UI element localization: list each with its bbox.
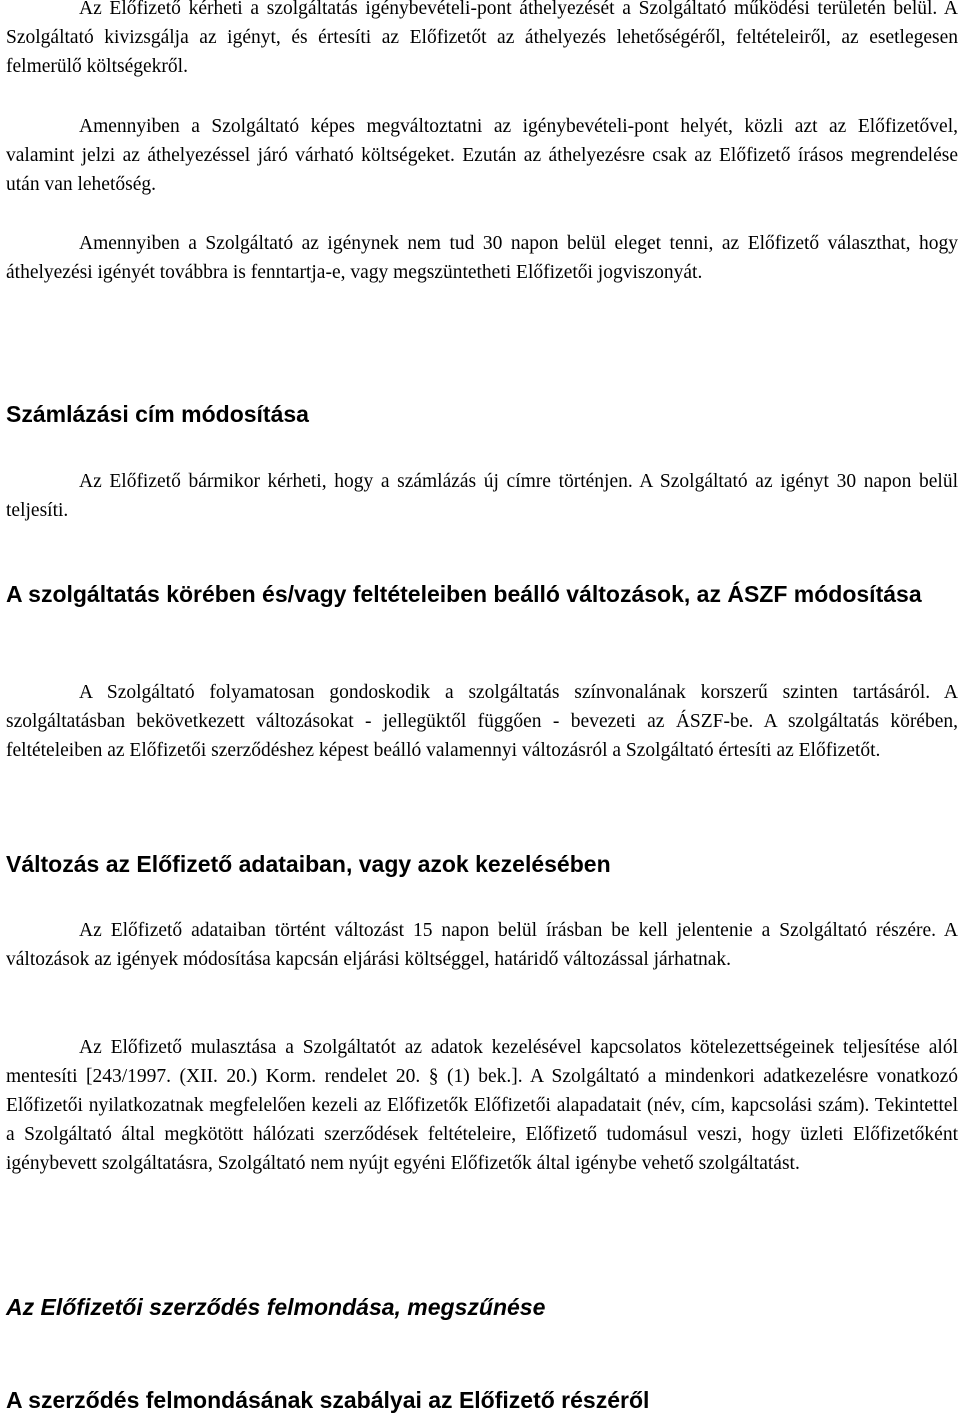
paragraph-data-change-report: Az Előfizető adataiban történt változást 15 napon belül írásban be kell jelentenie a Szolgáltató részére. A változások az igények módosítása kapcsán eljárási költséggel, határidő változással járhatnak. (6, 920, 958, 970)
heading-subscriber-data-change: Változás az Előfizető adataiban, vagy azok kezelésében (6, 851, 611, 877)
heading-service-changes: A szolgáltatás körében és/vagy feltételeiben beálló változások, az ÁSZF módosítása (6, 581, 922, 607)
paragraph-service-changes: A Szolgáltató folyamatosan gondoskodik a szolgáltatás színvonalának korszerű szinten tartásáról. A szolgáltatásban bekövetkezett változásokat - jellegüktől függően - bevezeti az ÁSZF-be. A szolgáltatás körében, feltételeiben az Előfizetői szerződéshez képest beálló valamennyi változásról a Szolgáltató értesíti az Előfizetőt. (6, 682, 958, 761)
paragraph-relocation-deadline: Amennyiben a Szolgáltató az igénynek nem tud 30 napon belül eleget tenni, az Előfizető választhat, hogy áthelyezési igényét továbbra is fenntartja-e, vagy megszüntetheti Előfizetői jogviszonyát. (6, 233, 958, 283)
paragraph-relocation-request: Az Előfizető kérheti a szolgáltatás igénybevételi-pont áthelyezését a Szolgáltató működési területén belül. A Szolgáltató kivizsgálja az igényt, és értesíti az Előfizetőt az áthelyezés lehetőségéről, feltételeiről, az esetlegesen felmerülő költségekről. (6, 0, 958, 77)
heading-contract-termination: Az Előfizetői szerződés felmondása, megszűnése (6, 1294, 546, 1320)
paragraph-data-handling: Az Előfizető mulasztása a Szolgáltatót az adatok kezelésével kapcsolatos kötelezettségeinek teljesítése alól mentesíti [243/1997. (XII. 20.) Korm. rendelet 20. § (1) bek.]. A Szolgáltató a mindenkori adatkezelésre vonatkozó Előfizetői nyilatkozatnak megfelelően kezeli az Előfizetők Előfizetői alapadatait (név, cím, kapcsolási szám). Tekintettel a Szolgáltató által megkötött hálózati szerződések feltételeire, Előfizető tudomásul veszi, hogy üzleti Előfizetőként igénybevett szolgáltatásra, Szolgáltató nem nyújt egyéni Előfizetők által igénybe vehető szolgáltatást. (6, 1037, 958, 1174)
paragraph-relocation-possible: Amennyiben a Szolgáltató képes megváltoztatni az igénybevételi-pont helyét, közli azt az Előfizetővel, valamint jelzi az áthelyezéssel járó várható költségeket. Ezután az áthelyezésre csak az Előfizető írásos megrendelése után van lehetőség. (6, 116, 958, 195)
heading-billing-address-change: Számlázási cím módosítása (6, 401, 309, 427)
heading-termination-rules: A szerződés felmondásának szabályai az Előfizető részéről (6, 1387, 650, 1413)
paragraph-billing-address: Az Előfizető bármikor kérheti, hogy a számlázás új címre történjen. A Szolgáltató az igényt 30 napon belül teljesíti. (6, 471, 958, 521)
